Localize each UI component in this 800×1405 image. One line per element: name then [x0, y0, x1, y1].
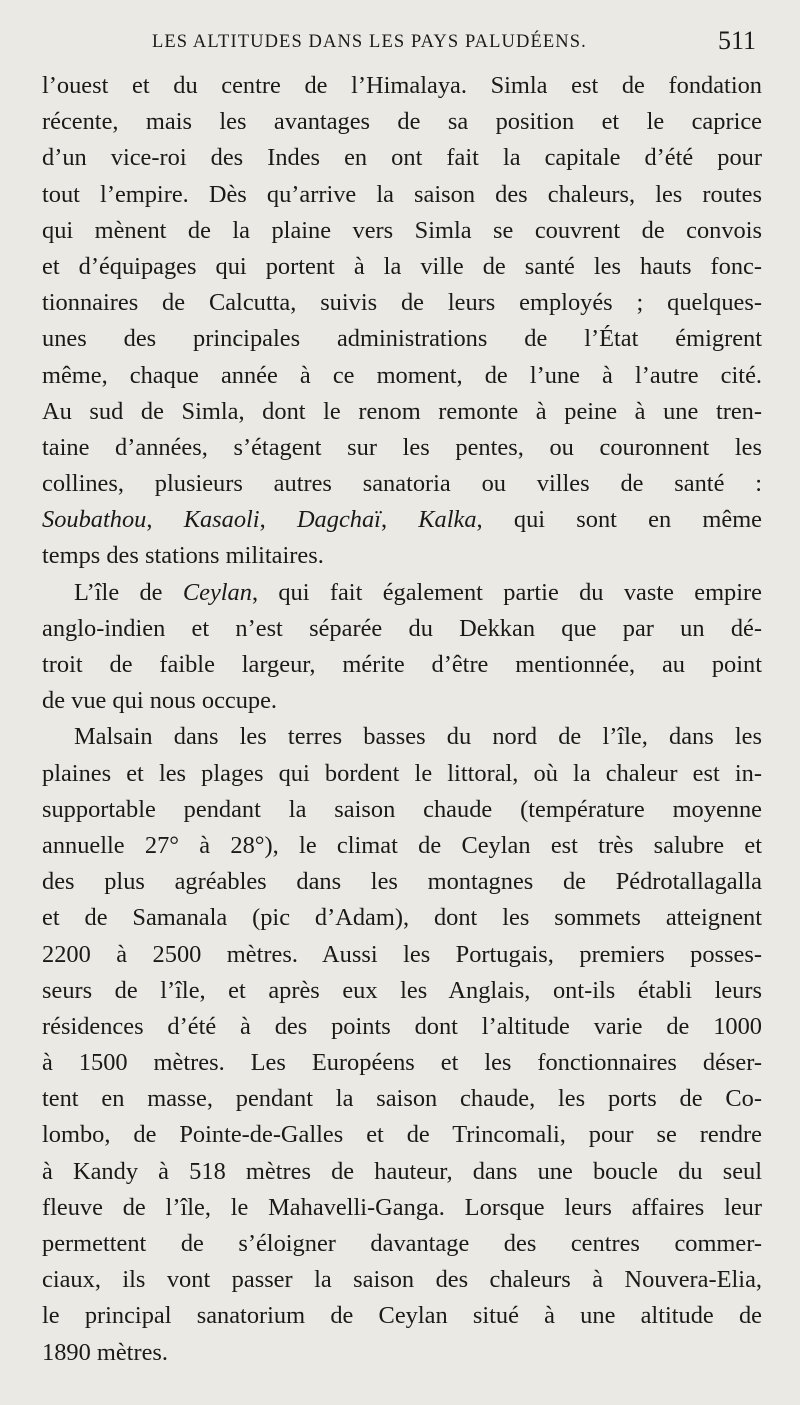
text-line: Au sud de Simla, dont le renom remonte à peine à une tren-: [42, 397, 762, 425]
page-number: 511: [717, 26, 756, 55]
text-line: supportable pendant la saison chaude (température moyenne: [42, 795, 762, 823]
text-line: le principal sanatorium de Ceylan situé à une altitude de: [42, 1302, 762, 1330]
text-line: Malsain dans les terres basses du nord de l’île, dans les: [74, 723, 762, 751]
text-line: des plus agréables dans les montagnes de Pédrotallagalla: [42, 868, 762, 896]
text-line: résidences d’été à des points dont l’altitude varie de 1000: [42, 1012, 762, 1040]
text-line: et d’équipages qui portent à la ville de santé les hauts fonc-: [42, 252, 762, 280]
text-line: 2200 à 2500 mètres. Aussi les Portugais, premiers posses-: [42, 940, 762, 968]
text-line: tent en masse, pendant la saison chaude, les ports de Co-: [42, 1085, 762, 1113]
text-line: fleuve de l’île, le Mahavelli-Ganga. Lorsque leurs affaires leur: [42, 1193, 762, 1221]
text-line: ciaux, ils vont passer la saison des chaleurs à Nouvera-Elia,: [42, 1266, 762, 1294]
text-line: plaines et les plages qui bordent le littoral, où la chaleur est in-: [42, 759, 762, 787]
text-line: d’un vice-roi des Indes en ont fait la capitale d’été pour: [42, 144, 762, 172]
text-line: l’ouest et du centre de l’Himalaya. Simla est de fondation: [42, 72, 762, 99]
text-line: collines, plusieurs autres sanatoria ou villes de santé :: [42, 470, 762, 498]
running-title: LES ALTITUDES DANS LES PAYS PALUDÉENS.: [152, 32, 587, 52]
text-line: tionnaires de Calcutta, suivis de leurs employés ; quelques-: [42, 289, 762, 317]
text-line-italic-places: Soubathou, Kasaoli, Dagchaï, Kalka, qui sont en même: [42, 506, 763, 534]
text-line: tout l’empire. Dès qu’arrive la saison des chaleurs, les routes: [42, 180, 762, 208]
text-line: anglo-indien et n’est séparée du Dekkan que par un dé-: [42, 614, 762, 642]
text-line: 1890 mètres.: [42, 1338, 168, 1366]
text-line: et de Samanala (pic d’Adam), dont les sommets atteignent: [42, 904, 762, 932]
text-line: taine d’années, s’étagent sur les pentes, ou couronnent les: [42, 433, 762, 461]
text-line: lombo, de Pointe-de-Galles et de Trincomali, pour se rendre: [42, 1121, 762, 1149]
text-line: temps des stations militaires.: [42, 542, 324, 570]
text-line: à 1500 mètres. Les Européens et les fonctionnaires déser-: [42, 1049, 762, 1077]
running-head: [42, 24, 762, 68]
text-line: annuelle 27° à 28°), le climat de Ceylan est très salubre et: [42, 831, 762, 859]
text-line: permettent de s’éloigner davantage des centres commer-: [42, 1230, 762, 1257]
text-line: à Kandy à 518 mètres de hauteur, dans une boucle du seul: [42, 1157, 762, 1185]
text-line: unes des principales administrations de l’État émigrent: [42, 325, 762, 353]
text-line: récente, mais les avantages de sa position et le caprice: [42, 108, 762, 136]
paragraph-simla: [42, 68, 762, 575]
text-line: même, chaque année à ce moment, de l’une à l’autre cité.: [42, 361, 762, 389]
text-line: qui mènent de la plaine vers Simla se couvrent de convois: [42, 216, 762, 244]
body-text: [42, 68, 762, 1371]
paragraph-ceylan-climate: [42, 719, 762, 1370]
paragraph-ceylan-intro: [42, 575, 762, 720]
text-line: de vue qui nous occupe.: [42, 687, 278, 715]
text-line: troit de faible largeur, mérite d’être mentionnée, au point: [42, 651, 762, 678]
text-line: L’île de Ceylan, qui fait également partie du vaste empire: [74, 578, 762, 606]
text-line: seurs de l’île, et après eux les Anglais, ont-ils établi leurs: [42, 976, 762, 1004]
